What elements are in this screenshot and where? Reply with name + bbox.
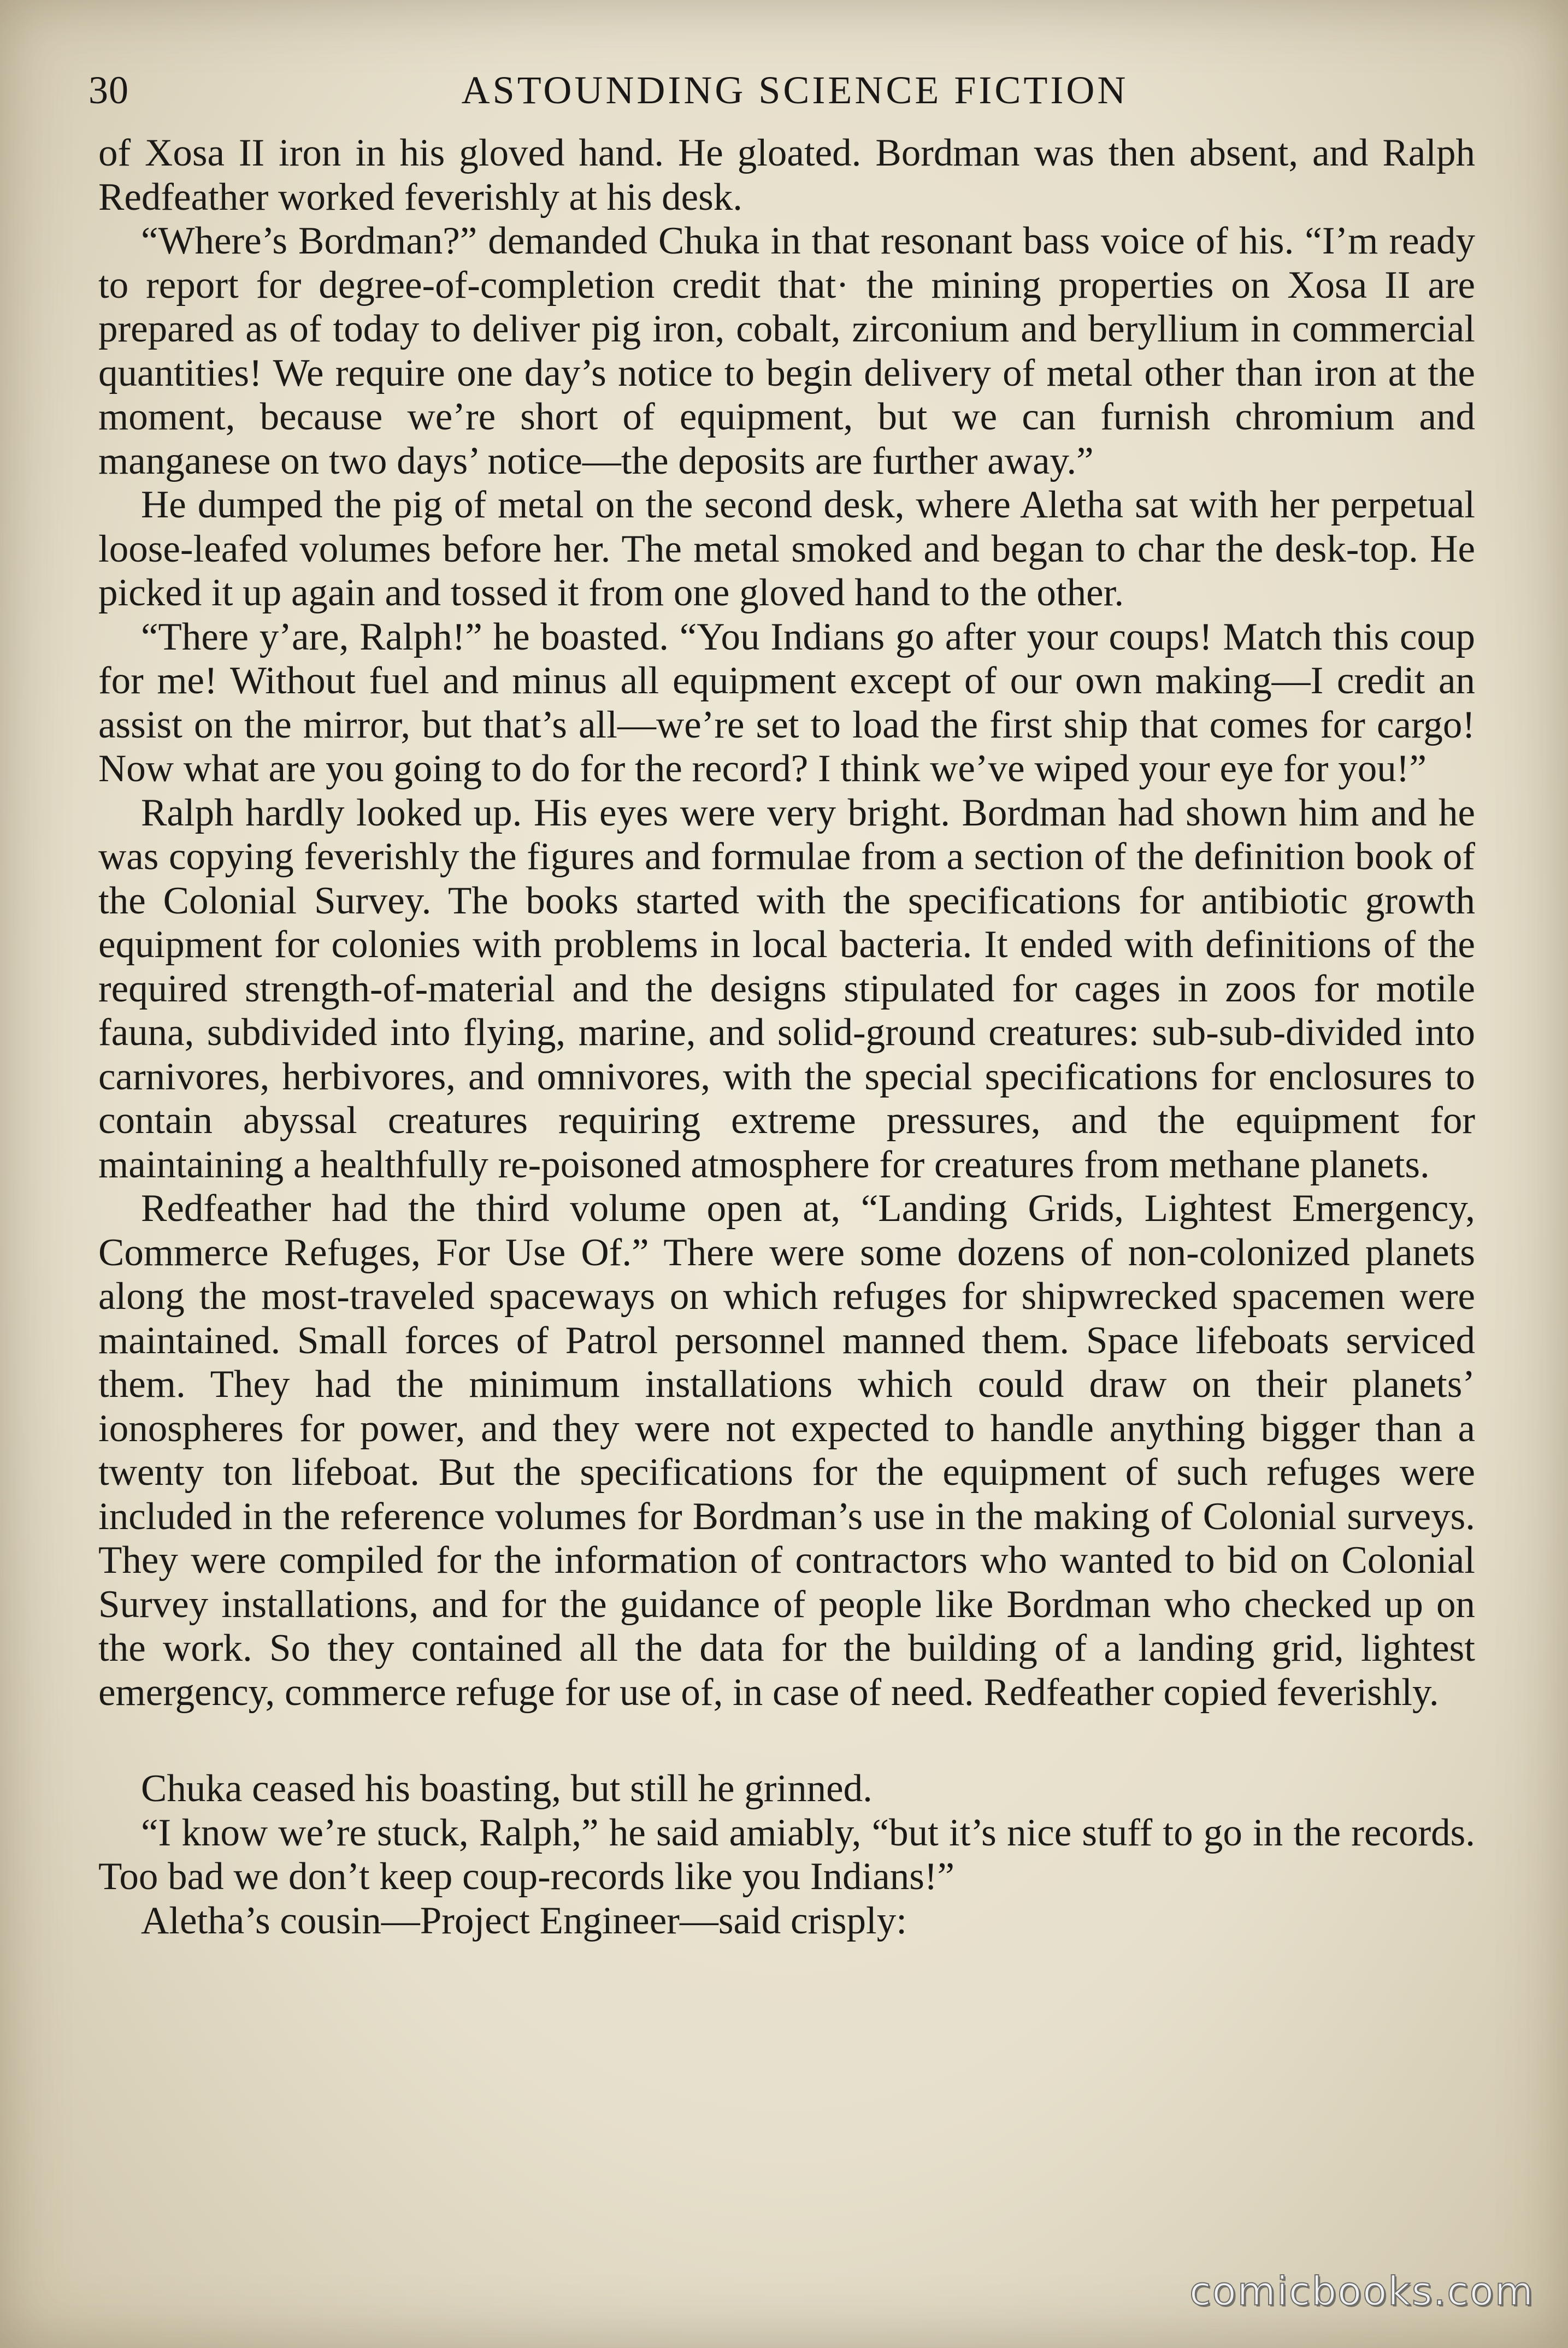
paragraph: Ralph hardly looked up. His eyes were very bright. Bordman had shown him and he was copying feverishly the figures and formulae from a section of the definition book of the Colonial Survey. The books started with the specifications for antibiotic growth equipment for colonies with problems in local bacteria. It ended with definitions of the required strength-of-material and the designs stipulated for cages in zoos for motile fauna, subdivided into flying, marine, and solid-ground creatures: sub-sub-divided into carnivores, herbivores, and omnivores, with the special specifications for enclosures to contain abyssal creatures requiring extreme pressures, and the equipment for maintaining a healthfully re-poisoned atmosphere for creatures from methane planets. — [98, 791, 1475, 1186]
watermark: comicbooks.com — [1189, 2268, 1534, 2314]
paragraph: of Xosa II iron in his gloved hand. He gloated. Bordman was then absent, and Ralph Redfeather worked feverishly at his desk. — [98, 132, 1475, 219]
page-header — [0, 60, 1568, 120]
paragraph: He dumped the pig of metal on the second desk, where Aletha sat with her perpetual loose-leafed volumes before her. The metal smoked and began to char the desk-top. He picked it up again and tossed it from one gloved hand to the other. — [98, 483, 1475, 614]
paragraph: “I know we’re stuck, Ralph,” he said amiably, “but it’s nice stuff to go in the records. Too bad we don’t keep coup-records like you Indians!” — [98, 1811, 1475, 1898]
paragraph: “Where’s Bordman?” demanded Chuka in that resonant bass voice of his. “I’m ready to report for degree-of-completion credit that· the mining properties on Xosa II are prepared as of today to deliver pig iron, cobalt, zirconium and beryllium in commercial quantities! We require one day’s notice to begin delivery of metal other than iron at the moment, because we’re short of equipment, but we can furnish chromium and manganese on two days’ notice—the deposits are further away.” — [98, 220, 1475, 482]
story-text — [98, 131, 1475, 1943]
paragraph: Redfeather had the third volume open at, “Landing Grids, Lightest Emergency, Commerce Refuges, For Use Of.” There were some dozens of non-colonized planets along the most-traveled spaceways on which refuges for shipwrecked spacemen were maintained. Small forces of Patrol personnel manned them. Space lifeboats serviced them. They had the minimum installations which could draw on their planets’ ionospheres for power, and they were not expected to handle anything bigger than a twenty ton lifeboat. But the specifications for the equipment of such refuges were included in the reference volumes for Bordman’s use in the making of Colonial surveys. They were compiled for the information of contractors who wanted to bid on Colonial Survey installations, and for the guidance of people like Bordman who checked up on the work. So they contained all the data for the building of a landing grid, lightest emergency, commerce refuge for use of, in case of need. Redfeather copied feverishly. — [98, 1187, 1475, 1714]
paragraph: “There y’are, Ralph!” he boasted. “You Indians go after your coups! Match this coup for me! Without fuel and minus all equipment except of our own making—I credit an assist on the mirror, but that’s all—we’re set to load the first ship that comes for cargo! Now what are you going to do for the record? I think we’ve wiped your eye for you!” — [98, 615, 1475, 790]
running-title: ASTOUNDING SCIENCE FICTION — [461, 68, 1129, 112]
paragraph: Chuka ceased his boasting, but still he grinned. — [141, 1767, 873, 1810]
page-number: 30 — [89, 68, 129, 112]
paragraph: Aletha’s cousin—Project Engineer—said crisply: — [141, 1899, 907, 1942]
